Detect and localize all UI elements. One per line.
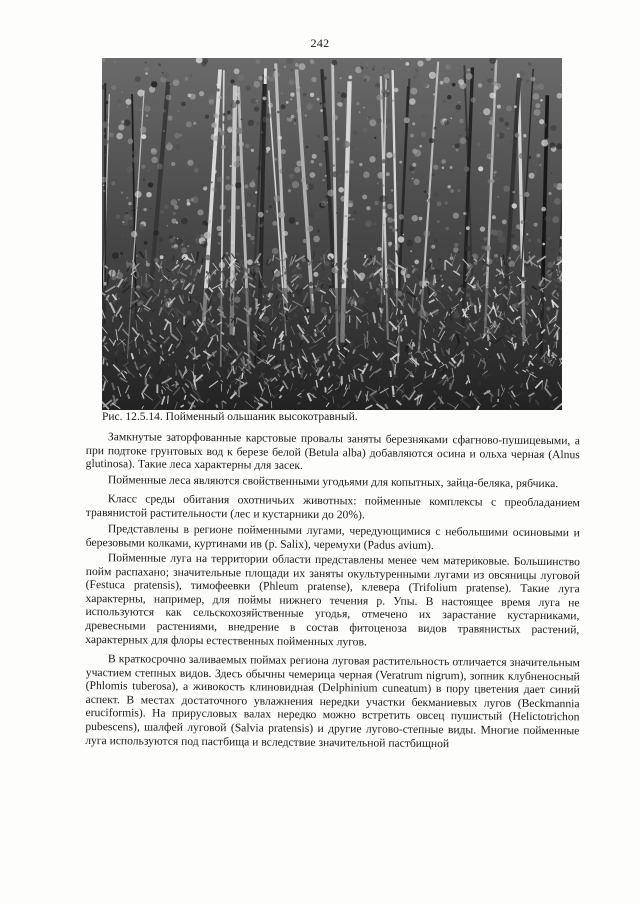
paragraph-3: Класс среды обитания охотничьих животных: пойменные комплексы с преобладанием травянистой растительности (лес и кустарники до 20%). [85, 492, 580, 522]
paragraph-2: Пойменные леса являются свойственными угодьями для копытных, зайца-беляка, рябчика. [107, 472, 559, 490]
paragraph-1: Замкнутые заторфованные карстовые провалы заняты березняками сфагново-пушицевыми, а при подтоке грунтовых вод к березе белой (Betula alba) добавляются осина и ольха черная (Alnus glutinosa). Такие леса характерны для засек. [85, 430, 580, 473]
body-text [86, 430, 580, 749]
paragraph-4: Представлены в регионе пойменными лугами, чередующимися с небольшими осиновыми и березовыми колками, куртинами ив (р. Salix), черемухи (Padus avium). [85, 521, 580, 552]
paragraph-6: В краткосрочно заливаемых поймах региона луговая растительность отличается значительным участием степных видов. Здесь обычны чемерица черная (Veratrum nigrum), зопник клубненосный (Phlomis tuberosa), а живокость клиновидная (Delphinium cuneatum) в пору цветения дает синий аспект. В местах достаточного увлажнения нередки участки бекманиевых лугов (Beckmannia eruciformis). На прирусловых валах нередко можно встретить овсец пушистый (Helictotrichon pubescens), шалфей луговой (Salvia pratensis) и другие лугово-степные виды. Многие пойменные луга используются под пастбища и вследствие значительной пастбищной [85, 652, 580, 750]
page-number: 242 [310, 36, 330, 50]
paragraph-5: Пойменные луга на территории области представлены менее чем материковые. Большинство пойм распахано; значительные площади их заняты окультуренными лугами из овсяницы луговой (Festuca pratensis), тимофеевки (Phleum pratense), клевера (Trifolium pratense). Такие луга характерны, например, для поймы нижнего течения р. Упы. В настоящее время луга не используются как сельскохозяйственные угодья, отмечено их зарастание кустарниками, древесными растениями, внедрение в состав фитоценоза видов травянистых растений, характерных для флоры естественных пойменных лугов. [85, 550, 580, 648]
figure-caption: Рис. 12.5.14. Пойменный ольшаник высокотравный. [102, 411, 358, 423]
forest-photo [102, 58, 562, 410]
